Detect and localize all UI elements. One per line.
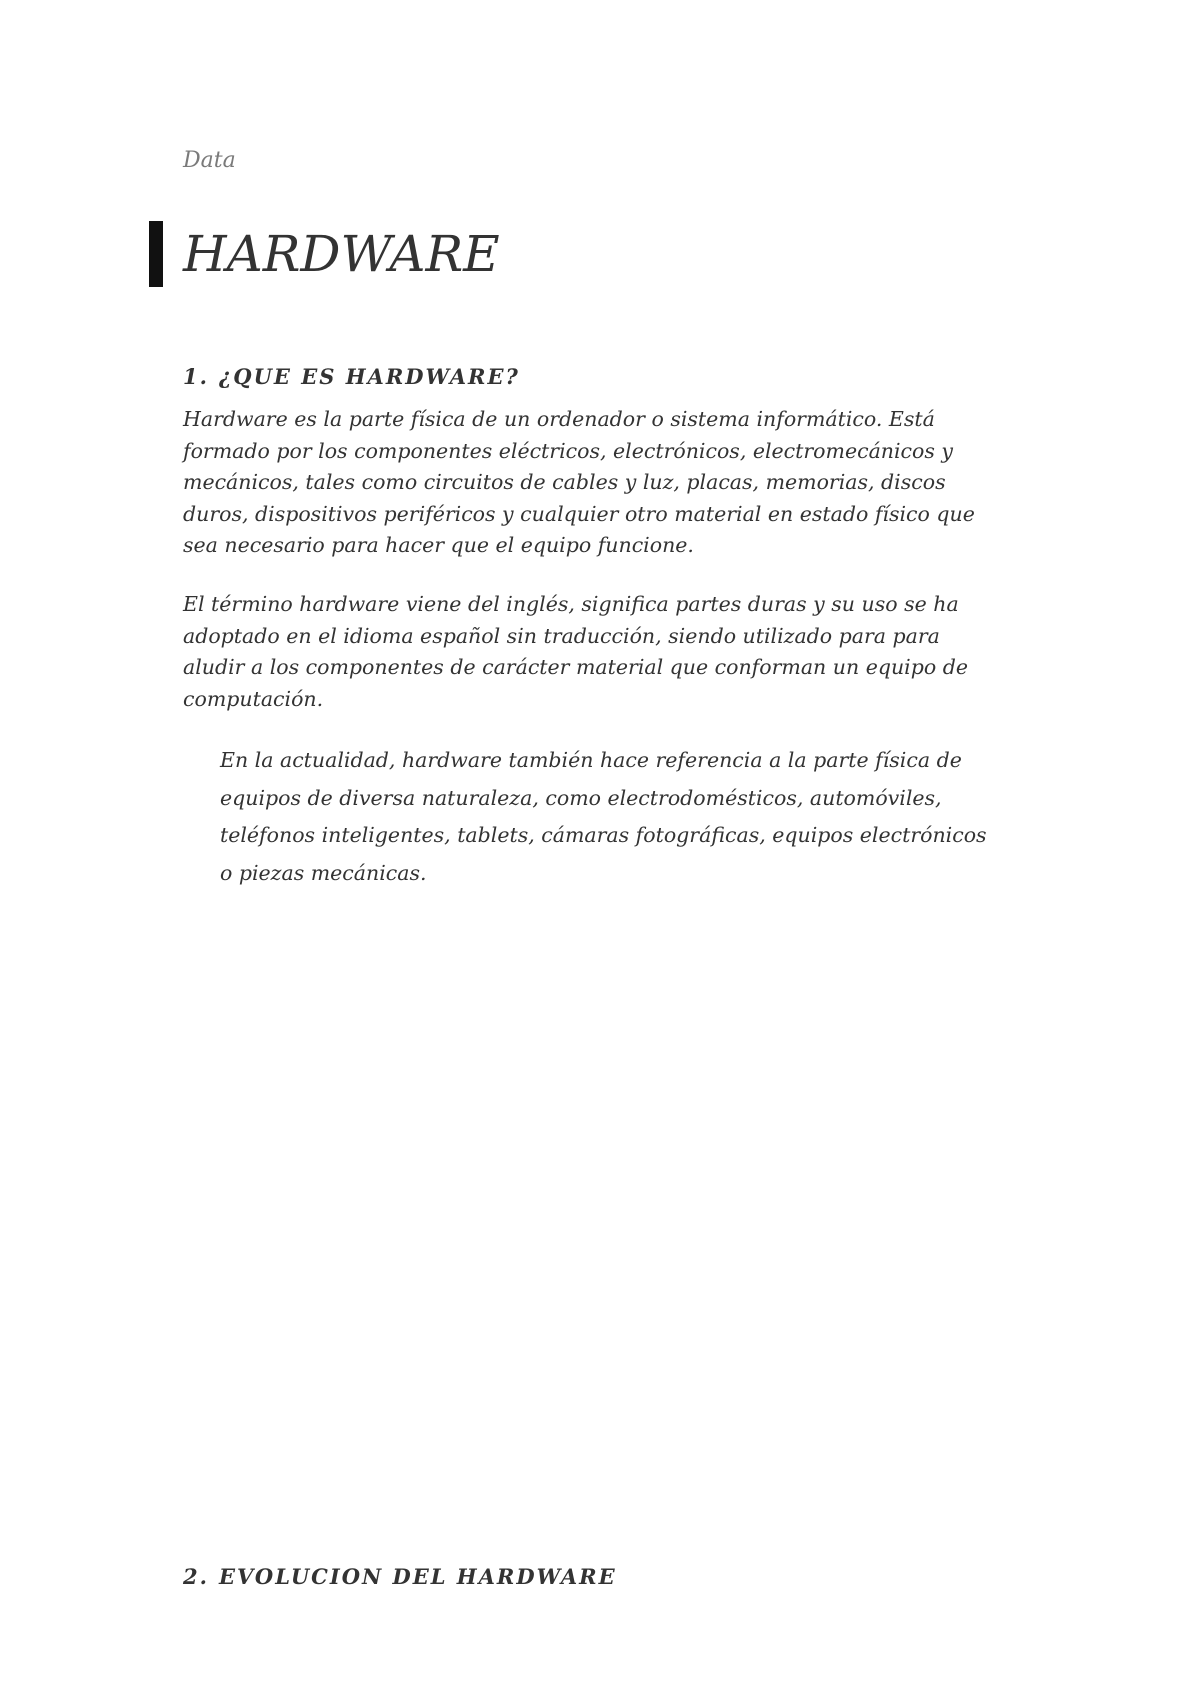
paragraph-line: duros, dispositivos periféricos y cualquier otro material en estado físico que xyxy=(183,501,975,526)
section-heading-1 xyxy=(183,363,520,391)
paragraph-line: aludir a los componentes de carácter material que conforman un equipo de xyxy=(183,655,968,679)
paragraph-line: Hardware es la parte física de un ordenador o sistema informático. Está xyxy=(183,407,935,431)
title-accent-bar xyxy=(149,221,163,287)
document-title: HARDWARE xyxy=(183,225,500,283)
section-title-2: EVOLUCION DEL HARDWARE xyxy=(219,1564,617,1589)
section-title-1: ¿QUE ES HARDWARE? xyxy=(219,364,520,389)
paragraph-line: formado por los componentes eléctricos, electrónicos, electromecánicos y xyxy=(183,438,954,463)
quote-line: teléfonos inteligentes, tablets, cámaras fotográficas, equipos electrónicos xyxy=(220,823,987,847)
section-number-1: 1. xyxy=(183,364,209,389)
paragraph-line: sea necesario para hacer que el equipo funcione. xyxy=(183,533,694,557)
quote-line: En la actualidad, hardware también hace referencia a la parte física de xyxy=(220,748,962,772)
document-subtitle: Data xyxy=(183,148,236,173)
paragraph-line: computación. xyxy=(183,686,324,711)
paragraph-etymology xyxy=(183,589,1018,715)
section-number-2: 2. xyxy=(183,1564,209,1589)
block-quote xyxy=(220,742,1020,892)
quote-line: equipos de diversa naturaleza, como electrodomésticos, automóviles, xyxy=(220,785,942,810)
paragraph-line: El término hardware viene del inglés, significa partes duras y su uso se ha xyxy=(183,592,959,616)
paragraph-line: adoptado en el idioma español sin traducción, siendo utilizado para para xyxy=(183,623,940,648)
paragraph-definition xyxy=(183,404,1018,562)
paragraph-line: mecánicos, tales como circuitos de cables y luz, placas, memorias, discos xyxy=(183,470,946,494)
section-heading-2 xyxy=(183,1563,617,1591)
quote-line: o piezas mecánicas. xyxy=(220,860,427,885)
